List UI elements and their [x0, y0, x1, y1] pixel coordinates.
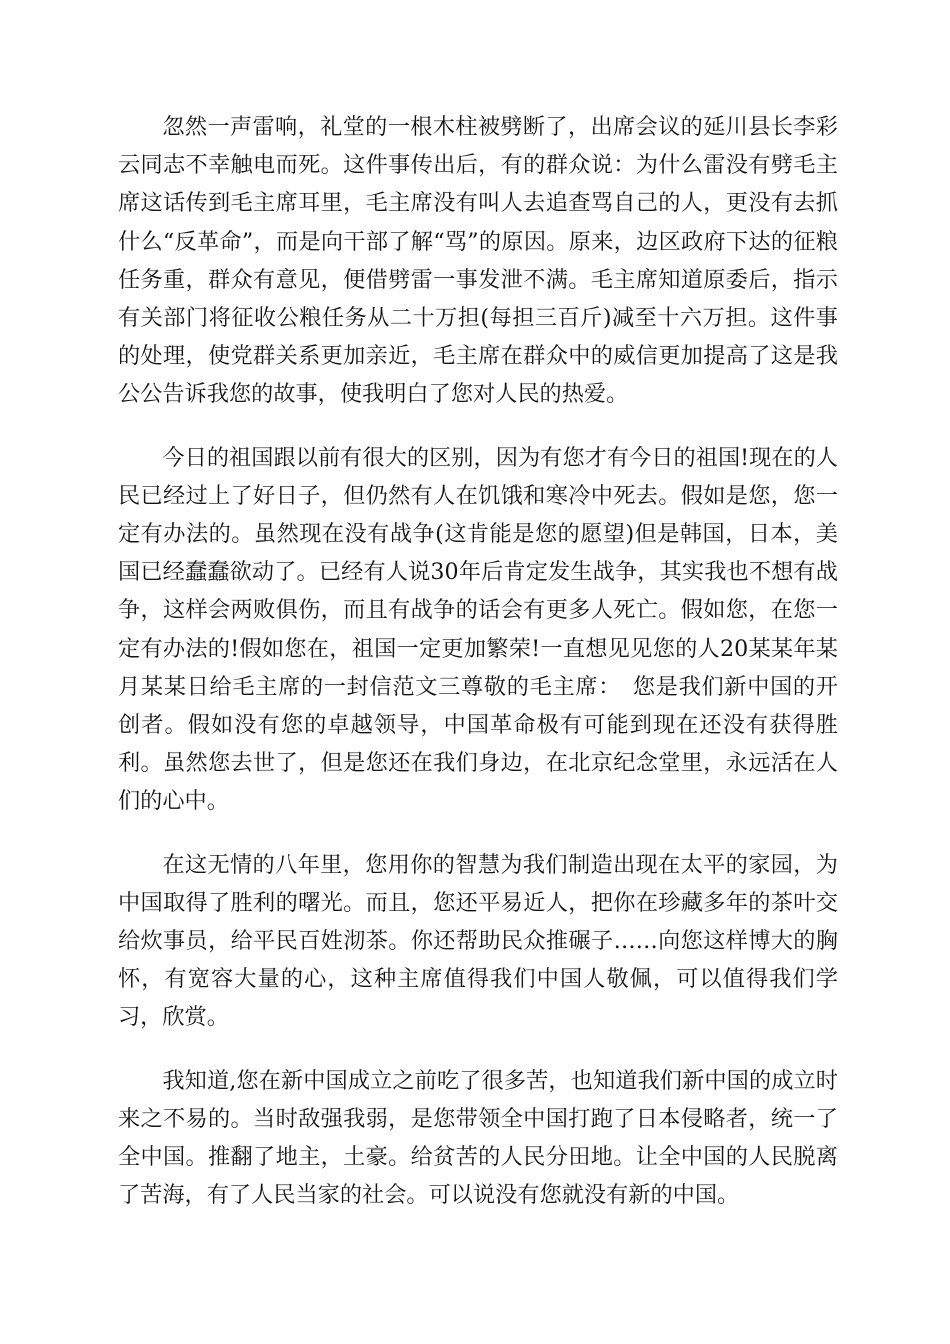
paragraph-2: 今日的祖国跟以前有很大的区别，因为有您才有今日的祖国!现在的人民已经过上了好日子，但仍然有人在饥饿和寒冷中死去。假如是您，您一定有办法的。虽然现在没有战争(这肯能是您的愿望)但是韩国，日本，美国已经蠢蠢欲动了。已经有人说30年后肯定发生战争，其实我也不想有战争，这样会两败俱伤，而且有战争的话会有更多人死亡。假如您，在您一定有办法的!假如您在，祖国一定更加繁荣!一直想见见您的人20某某年某月某某日给毛主席的一封信范文三尊敬的毛主席： 您是我们新中国的开创者。假如没有您的卓越领导，中国革命极有可能到现在还没有获得胜利。虽然您去世了，但是您还在我们身边，在北京纪念堂里，永远活在人们的心中。 [118, 444, 838, 815]
paragraph-3: 在这无情的八年里，您用你的智慧为我们制造出现在太平的家园，为中国取得了胜利的曙光。而且，您还平易近人，把你在珍藏多年的茶叶交给炊事员，给平民百姓沏茶。你还帮助民众推碾子……向您这样博大的胸怀，有宽容大量的心，这种主席值得我们中国人敬佩，可以值得我们学习，欣赏。 [118, 851, 838, 1031]
paragraph-1: 忽然一声雷响，礼堂的一根木柱被劈断了，出席会议的延川县长李彩云同志不幸触电而死。这件事传出后，有的群众说：为什么雷没有劈毛主席这话传到毛主席耳里，毛主席没有叫人去追查骂自己的人，更没有去抓什么“反革命”，而是向干部了解“骂”的原因。原来，边区政府下达的征粮任务重，群众有意见，便借劈雷一事发泄不满。毛主席知道原委后，指示有关部门将征收公粮任务从二十万担(每担三百斤)减至十六万担。这件事的处理，使党群关系更加亲近，毛主席在群众中的威信更加提高了这是我公公告诉我您的故事，使我明白了您对人民的热爱。 [118, 114, 838, 408]
paragraph-4: 我知道,您在新中国成立之前吃了很多苦，也知道我们新中国的成立时来之不易的。当时敌强我弱，是您带领全中国打跑了日本侵略者，统一了全中国。推翻了地主，土豪。给贫苦的人民分田地。让全中国的人民脱离了苦海，有了人民当家的社会。可以说没有您就没有新的中国。 [118, 1067, 838, 1209]
document-body [118, 108, 838, 1239]
